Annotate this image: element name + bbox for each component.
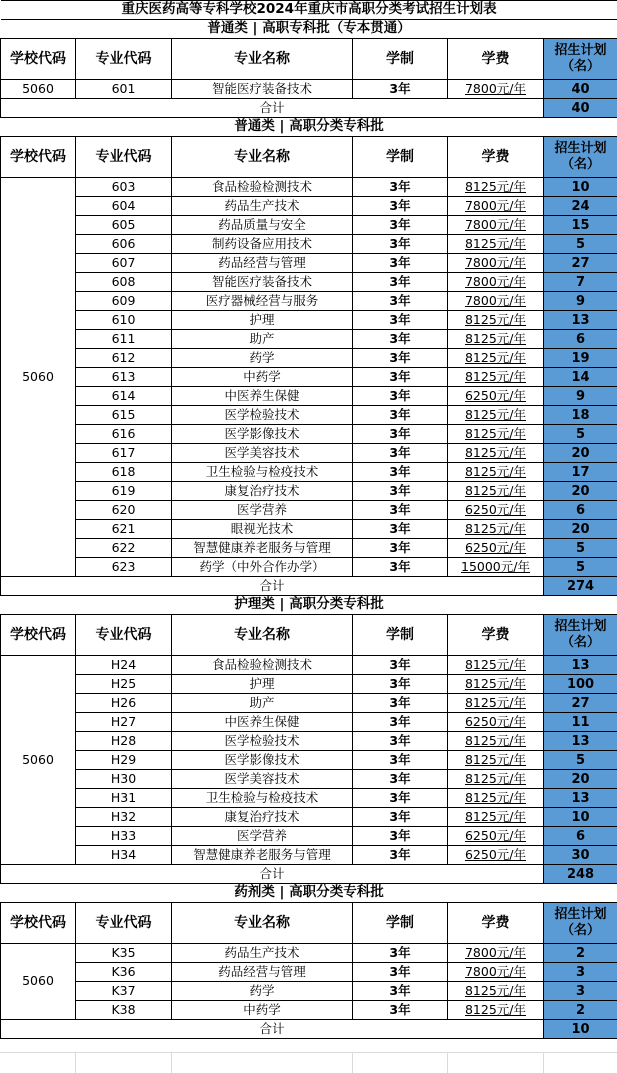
major-code-cell[interactable]: 620 [76,501,172,520]
duration-cell[interactable]: 3年 [353,349,448,368]
fee-cell[interactable]: 7800元/年 [448,963,544,982]
header-major-code[interactable]: 专业代码 [76,903,172,944]
table-row [1,770,617,789]
plan-cell[interactable]: 7 [544,273,617,292]
section-subtitle[interactable]: 普通类 | 高职专科批（专本贯通） [1,20,617,39]
school-code-cell[interactable]: 5060 [1,80,76,99]
duration-cell[interactable]: 3年 [353,656,448,675]
major-code-cell[interactable]: K37 [76,982,172,1001]
major-code-cell[interactable]: 619 [76,482,172,501]
total-label-cell[interactable]: 合计 [1,865,544,884]
fee-cell[interactable]: 8125元/年 [448,406,544,425]
plan-cell[interactable]: 17 [544,463,617,482]
fee-cell[interactable]: 6250元/年 [448,827,544,846]
duration-cell[interactable]: 3年 [353,463,448,482]
major-name-cell[interactable]: 中药学 [172,368,353,387]
header-fee[interactable]: 学费 [448,39,544,80]
table-row [1,349,617,368]
duration-cell[interactable]: 3年 [353,292,448,311]
plan-cell[interactable]: 5 [544,425,617,444]
fee-cell[interactable]: 7800元/年 [448,254,544,273]
major-code-cell[interactable]: 611 [76,330,172,349]
major-name-cell[interactable]: 医学影像技术 [172,751,353,770]
duration-cell[interactable]: 3年 [353,789,448,808]
fee-cell[interactable]: 8125元/年 [448,330,544,349]
fee-cell[interactable]: 8125元/年 [448,311,544,330]
plan-cell[interactable]: 20 [544,770,617,789]
section-subtitle[interactable]: 护理类 | 高职分类专科批 [1,596,617,615]
header-fee[interactable]: 学费 [448,903,544,944]
section-subtitle-row [1,118,617,137]
duration-cell[interactable]: 3年 [353,827,448,846]
duration-cell[interactable]: 3年 [353,770,448,789]
total-value-cell[interactable]: 274 [544,577,617,596]
major-code-cell[interactable]: 610 [76,311,172,330]
fee-cell[interactable]: 15000元/年 [448,558,544,577]
table-row [1,675,617,694]
major-name-cell[interactable]: 卫生检验与检疫技术 [172,789,353,808]
fee-cell[interactable]: 8125元/年 [448,1001,544,1020]
major-code-cell[interactable]: 606 [76,235,172,254]
fee-cell[interactable]: 7800元/年 [448,197,544,216]
plan-cell[interactable]: 6 [544,330,617,349]
fee-cell[interactable]: 8125元/年 [448,425,544,444]
major-name-cell[interactable]: 药品生产技术 [172,197,353,216]
major-name-cell[interactable]: 医学美容技术 [172,770,353,789]
plan-cell[interactable]: 3 [544,982,617,1001]
duration-cell[interactable]: 3年 [353,732,448,751]
table-row [1,501,617,520]
table-row [1,482,617,501]
plan-cell[interactable]: 3 [544,963,617,982]
major-code-cell[interactable]: H28 [76,732,172,751]
major-code-cell[interactable]: H25 [76,675,172,694]
header-major-name[interactable]: 专业名称 [172,39,353,80]
fee-cell[interactable]: 8125元/年 [448,789,544,808]
major-name-cell[interactable]: 食品检验检测技术 [172,178,353,197]
section-subtitle[interactable]: 药剂类 | 高职分类专科批 [1,884,617,903]
table-row [1,1001,617,1020]
total-value-cell[interactable]: 40 [544,99,617,118]
plan-cell[interactable]: 10 [544,808,617,827]
duration-cell[interactable]: 3年 [353,944,448,963]
major-code-cell[interactable]: 609 [76,292,172,311]
major-name-cell[interactable]: 药品质量与安全 [172,216,353,235]
total-label-cell[interactable]: 合计 [1,577,544,596]
plan-cell[interactable]: 5 [544,235,617,254]
major-name-cell[interactable]: 智慧健康养老服务与管理 [172,846,353,865]
major-code-cell[interactable]: 618 [76,463,172,482]
table-row [1,387,617,406]
total-value-cell[interactable]: 10 [544,1020,617,1039]
table-row [1,963,617,982]
plan-cell[interactable]: 24 [544,197,617,216]
major-name-cell[interactable]: 医学营养 [172,827,353,846]
fee-cell[interactable]: 6250元/年 [448,539,544,558]
major-name-cell[interactable]: 康复治疗技术 [172,808,353,827]
header-school-code[interactable]: 学校代码 [1,903,76,944]
major-name-cell[interactable]: 药品生产技术 [172,944,353,963]
major-name-cell[interactable]: 卫生检验与检疫技术 [172,463,353,482]
duration-cell[interactable]: 3年 [353,751,448,770]
total-row [1,99,617,118]
total-label-cell[interactable]: 合计 [1,1020,544,1039]
header-duration[interactable]: 学制 [353,39,448,80]
major-name-cell[interactable]: 智能医疗装备技术 [172,80,353,99]
duration-cell[interactable]: 3年 [353,675,448,694]
major-name-cell[interactable]: 药学（中外合作办学） [172,558,353,577]
plan-cell[interactable]: 6 [544,827,617,846]
major-code-cell[interactable]: 604 [76,197,172,216]
duration-cell[interactable]: 3年 [353,235,448,254]
plan-cell[interactable]: 27 [544,254,617,273]
table-row [1,846,617,865]
plan-cell[interactable]: 15 [544,216,617,235]
header-school-code[interactable]: 学校代码 [1,137,76,178]
section-subtitle[interactable]: 普通类 | 高职分类专科批 [1,118,617,137]
fee-cell[interactable]: 8125元/年 [448,349,544,368]
plan-cell[interactable]: 5 [544,539,617,558]
fee-cell[interactable]: 7800元/年 [448,944,544,963]
table-row [1,539,617,558]
fee-cell[interactable]: 8125元/年 [448,732,544,751]
major-code-cell[interactable]: 605 [76,216,172,235]
duration-cell[interactable]: 3年 [353,406,448,425]
duration-cell[interactable]: 3年 [353,311,448,330]
major-code-cell[interactable]: 616 [76,425,172,444]
header-plan[interactable]: 招生计划（名） [544,137,617,178]
plan-cell[interactable]: 14 [544,368,617,387]
major-name-cell[interactable]: 眼视光技术 [172,520,353,539]
total-row [1,1020,617,1039]
header-duration[interactable]: 学制 [353,615,448,656]
plan-cell[interactable]: 13 [544,311,617,330]
duration-cell[interactable]: 3年 [353,694,448,713]
fee-cell[interactable]: 8125元/年 [448,444,544,463]
major-code-cell[interactable]: 613 [76,368,172,387]
fee-cell[interactable]: 7800元/年 [448,80,544,99]
plan-cell[interactable]: 100 [544,675,617,694]
plan-cell[interactable]: 20 [544,444,617,463]
major-code-cell[interactable]: 608 [76,273,172,292]
fee-cell[interactable]: 8125元/年 [448,751,544,770]
major-code-cell[interactable]: 607 [76,254,172,273]
fee-cell[interactable]: 6250元/年 [448,387,544,406]
major-code-cell[interactable]: H33 [76,827,172,846]
duration-cell[interactable]: 3年 [353,808,448,827]
fee-cell[interactable]: 8125元/年 [448,482,544,501]
major-name-cell[interactable]: 药学 [172,982,353,1001]
table-row [1,406,617,425]
header-duration[interactable]: 学制 [353,137,448,178]
fee-cell[interactable]: 7800元/年 [448,292,544,311]
header-major-code[interactable]: 专业代码 [76,137,172,178]
fee-cell[interactable]: 8125元/年 [448,463,544,482]
major-code-cell[interactable]: K36 [76,963,172,982]
table-row [1,808,617,827]
table-row [1,178,617,197]
header-major-name[interactable]: 专业名称 [172,137,353,178]
plan-cell[interactable]: 2 [544,1001,617,1020]
major-code-cell[interactable]: 603 [76,178,172,197]
page-title[interactable]: 重庆医药高等专科学校2024年重庆市高职分类考试招生计划表 [1,1,617,20]
section-subtitle-row [1,596,617,615]
plan-cell[interactable]: 2 [544,944,617,963]
duration-cell[interactable]: 3年 [353,197,448,216]
section-subtitle-row [1,884,617,903]
major-code-cell[interactable]: K35 [76,944,172,963]
table-row [1,197,617,216]
total-row [1,865,617,884]
plan-cell[interactable]: 11 [544,713,617,732]
header-duration[interactable]: 学制 [353,903,448,944]
major-name-cell[interactable]: 医学检验技术 [172,406,353,425]
fee-cell[interactable]: 8125元/年 [448,770,544,789]
duration-cell[interactable]: 3年 [353,982,448,1001]
major-code-cell[interactable]: 621 [76,520,172,539]
table-row [1,694,617,713]
total-label-cell[interactable]: 合计 [1,99,544,118]
fee-cell[interactable]: 8125元/年 [448,520,544,539]
title-row [1,1,617,20]
table-row [1,311,617,330]
fee-cell[interactable]: 6250元/年 [448,713,544,732]
table-row [1,80,617,99]
major-code-cell[interactable]: 615 [76,406,172,425]
major-name-cell[interactable]: 中药学 [172,1001,353,1020]
major-name-cell[interactable]: 医学营养 [172,501,353,520]
table-row [1,463,617,482]
duration-cell[interactable]: 3年 [353,273,448,292]
header-school-code[interactable]: 学校代码 [1,615,76,656]
duration-cell[interactable]: 3年 [353,330,448,349]
major-name-cell[interactable]: 药品经营与管理 [172,963,353,982]
major-code-cell[interactable]: H34 [76,846,172,865]
duration-cell[interactable]: 3年 [353,387,448,406]
table-row [1,292,617,311]
total-row [1,577,617,596]
header-row [1,137,617,178]
duration-cell[interactable]: 3年 [353,425,448,444]
major-code-cell[interactable]: K38 [76,1001,172,1020]
duration-cell[interactable]: 3年 [353,178,448,197]
table-row [1,944,617,963]
duration-cell[interactable]: 3年 [353,444,448,463]
table-row [1,713,617,732]
table-row [1,520,617,539]
fee-cell[interactable]: 8125元/年 [448,368,544,387]
header-plan[interactable]: 招生计划（名） [544,39,617,80]
major-name-cell[interactable]: 智慧健康养老服务与管理 [172,539,353,558]
plan-cell[interactable]: 5 [544,558,617,577]
header-row [1,39,617,80]
fee-cell[interactable]: 8125元/年 [448,675,544,694]
header-plan[interactable]: 招生计划（名） [544,615,617,656]
duration-cell[interactable]: 3年 [353,254,448,273]
table-row [1,235,617,254]
school-code-cell[interactable]: 5060 [1,944,76,1020]
fee-cell[interactable]: 6250元/年 [448,846,544,865]
table-row [1,273,617,292]
major-name-cell[interactable]: 康复治疗技术 [172,482,353,501]
school-code-cell[interactable]: 5060 [1,656,76,865]
fee-cell[interactable]: 8125元/年 [448,656,544,675]
major-name-cell[interactable]: 药学 [172,349,353,368]
duration-cell[interactable]: 3年 [353,520,448,539]
major-name-cell[interactable]: 医学检验技术 [172,732,353,751]
table-row [1,330,617,349]
duration-cell[interactable]: 3年 [353,80,448,99]
plan-cell[interactable]: 13 [544,789,617,808]
table-row [1,827,617,846]
header-major-code[interactable]: 专业代码 [76,615,172,656]
plan-cell[interactable]: 30 [544,846,617,865]
header-row [1,615,617,656]
major-code-cell[interactable]: H24 [76,656,172,675]
duration-cell[interactable]: 3年 [353,216,448,235]
plan-cell[interactable]: 13 [544,656,617,675]
major-name-cell[interactable]: 助产 [172,330,353,349]
table-row [1,558,617,577]
table-row [1,982,617,1001]
header-fee[interactable]: 学费 [448,615,544,656]
fee-cell[interactable]: 6250元/年 [448,501,544,520]
major-name-cell[interactable]: 药品经营与管理 [172,254,353,273]
major-name-cell[interactable]: 医学影像技术 [172,425,353,444]
school-code-cell[interactable]: 5060 [1,178,76,577]
duration-cell[interactable]: 3年 [353,482,448,501]
major-name-cell[interactable]: 智能医疗装备技术 [172,273,353,292]
header-fee[interactable]: 学费 [448,137,544,178]
table-row [1,254,617,273]
major-code-cell[interactable]: H32 [76,808,172,827]
header-plan[interactable]: 招生计划（名） [544,903,617,944]
major-code-cell[interactable]: H31 [76,789,172,808]
major-name-cell[interactable]: 中医养生保健 [172,387,353,406]
duration-cell[interactable]: 3年 [353,713,448,732]
fee-cell[interactable]: 8125元/年 [448,982,544,1001]
plan-cell[interactable]: 20 [544,520,617,539]
header-major-name[interactable]: 专业名称 [172,903,353,944]
duration-cell[interactable]: 3年 [353,558,448,577]
duration-cell[interactable]: 3年 [353,501,448,520]
empty-grid-row [0,1052,617,1073]
header-major-code[interactable]: 专业代码 [76,39,172,80]
major-name-cell[interactable]: 制药设备应用技术 [172,235,353,254]
section-subtitle-row [1,20,617,39]
plan-cell[interactable]: 9 [544,387,617,406]
table-row [1,216,617,235]
plan-cell[interactable]: 5 [544,751,617,770]
plan-cell[interactable]: 6 [544,501,617,520]
major-code-cell[interactable]: 601 [76,80,172,99]
major-name-cell[interactable]: 医疗器械经营与服务 [172,292,353,311]
major-code-cell[interactable]: H26 [76,694,172,713]
major-code-cell[interactable]: 612 [76,349,172,368]
major-name-cell[interactable]: 食品检验检测技术 [172,656,353,675]
table-row [1,751,617,770]
major-code-cell[interactable]: H29 [76,751,172,770]
major-code-cell[interactable]: H27 [76,713,172,732]
duration-cell[interactable]: 3年 [353,963,448,982]
duration-cell[interactable]: 3年 [353,846,448,865]
table-row [1,789,617,808]
major-code-cell[interactable]: 617 [76,444,172,463]
fee-cell[interactable]: 7800元/年 [448,216,544,235]
plan-cell[interactable]: 10 [544,178,617,197]
plan-cell[interactable]: 27 [544,694,617,713]
major-name-cell[interactable]: 医学美容技术 [172,444,353,463]
major-name-cell[interactable]: 护理 [172,675,353,694]
fee-cell[interactable]: 8125元/年 [448,694,544,713]
plan-cell[interactable]: 20 [544,482,617,501]
header-school-code[interactable]: 学校代码 [1,39,76,80]
plan-cell[interactable]: 9 [544,292,617,311]
header-row [1,903,617,944]
duration-cell[interactable]: 3年 [353,539,448,558]
major-code-cell[interactable]: 622 [76,539,172,558]
table-row [1,368,617,387]
duration-cell[interactable]: 3年 [353,1001,448,1020]
major-code-cell[interactable]: 614 [76,387,172,406]
plan-cell[interactable]: 40 [544,80,617,99]
table-row [1,425,617,444]
table-row [1,656,617,675]
fee-cell[interactable]: 8125元/年 [448,178,544,197]
plan-cell[interactable]: 18 [544,406,617,425]
fee-cell[interactable]: 8125元/年 [448,235,544,254]
table-row [1,732,617,751]
header-major-name[interactable]: 专业名称 [172,615,353,656]
major-code-cell[interactable]: 623 [76,558,172,577]
major-code-cell[interactable]: H30 [76,770,172,789]
duration-cell[interactable]: 3年 [353,368,448,387]
plan-cell[interactable]: 19 [544,349,617,368]
fee-cell[interactable]: 8125元/年 [448,808,544,827]
fee-cell[interactable]: 7800元/年 [448,273,544,292]
major-name-cell[interactable]: 中医养生保健 [172,713,353,732]
plan-cell[interactable]: 13 [544,732,617,751]
total-value-cell[interactable]: 248 [544,865,617,884]
table-row [1,444,617,463]
major-name-cell[interactable]: 护理 [172,311,353,330]
major-name-cell[interactable]: 助产 [172,694,353,713]
